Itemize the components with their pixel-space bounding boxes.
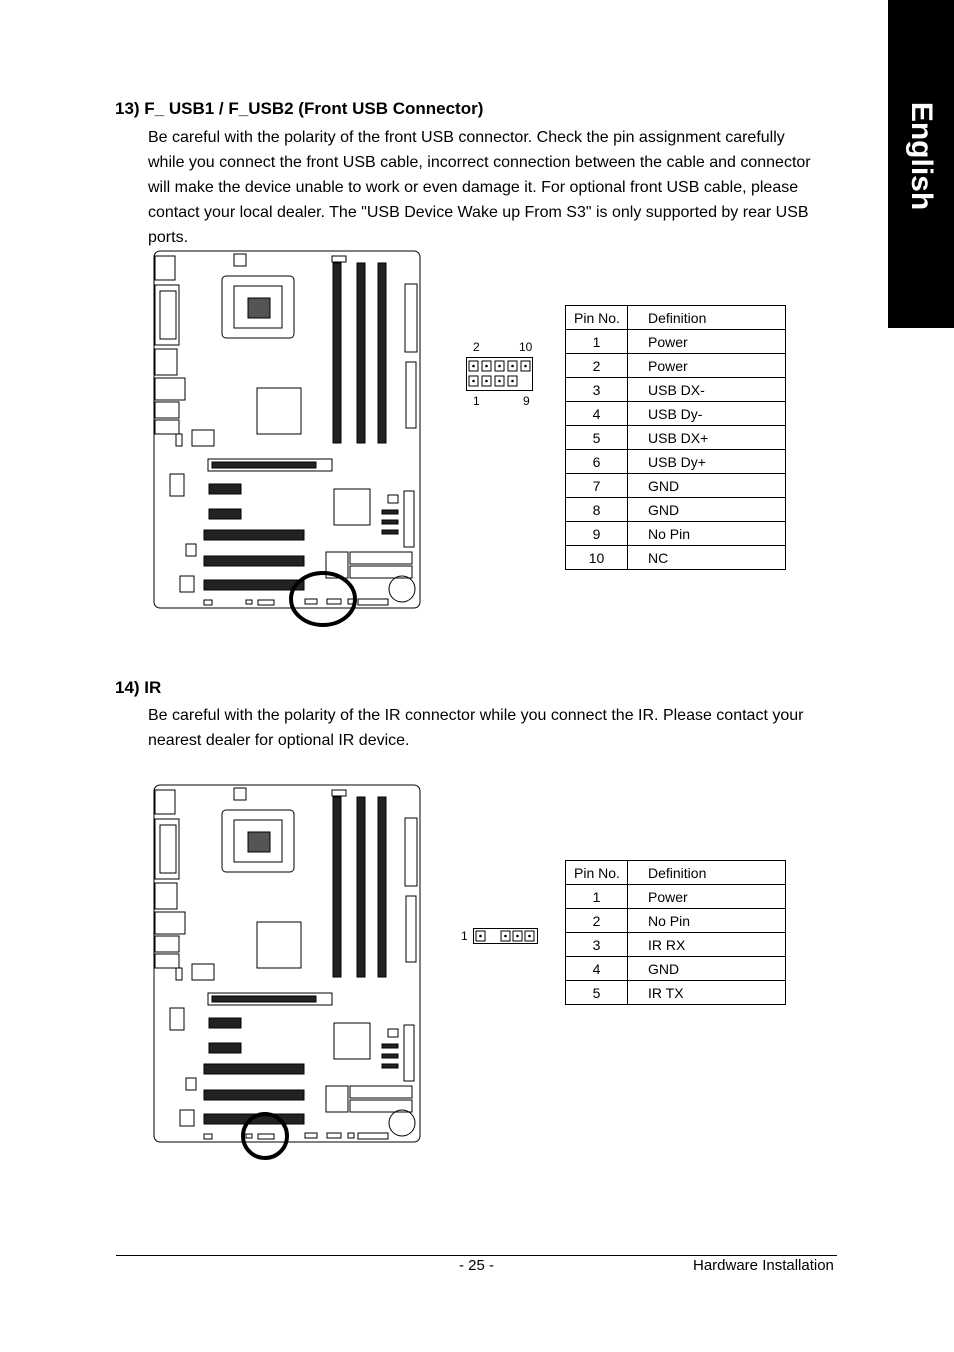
pin-definition-cell: USB Dy- — [628, 402, 786, 426]
pin-definition-cell: GND — [628, 957, 786, 981]
pin-definition-cell: IR RX — [628, 933, 786, 957]
pin-definition-cell: USB DX- — [628, 378, 786, 402]
language-tab-label: English — [905, 101, 938, 211]
pin-definition-cell: GND — [628, 498, 786, 522]
pin-definition-cell: USB DX+ — [628, 426, 786, 450]
pin-number-cell: 5 — [566, 426, 628, 450]
pin-no-header: Pin No. — [566, 306, 628, 330]
table-row — [566, 450, 786, 474]
pin-definition-cell: GND — [628, 474, 786, 498]
pin-label-2: 2 — [473, 340, 480, 354]
pin-number-cell: 2 — [566, 909, 628, 933]
ir-pin-label-1: 1 — [461, 929, 468, 943]
table-row — [566, 498, 786, 522]
table-row — [566, 378, 786, 402]
pin-number-cell: 1 — [566, 330, 628, 354]
motherboard-diagram-ir — [150, 782, 440, 1164]
table-row — [566, 426, 786, 450]
pin-number-cell: 7 — [566, 474, 628, 498]
pin-number-cell: 10 — [566, 546, 628, 570]
footer-section-name: Hardware Installation — [693, 1257, 834, 1274]
pin-number-cell: 2 — [566, 354, 628, 378]
front-usb-pin-header-icon — [466, 357, 536, 393]
ir-pin-table — [565, 860, 786, 1005]
pin-number-cell: 4 — [566, 402, 628, 426]
pin-number-cell: 5 — [566, 981, 628, 1005]
pin-number-cell: 9 — [566, 522, 628, 546]
pin-definition-cell: NC — [628, 546, 786, 570]
pin-definition-cell: USB Dy+ — [628, 450, 786, 474]
pin-label-9: 9 — [523, 394, 530, 408]
motherboard-diagram-front-usb — [150, 248, 440, 630]
section-13-heading: 13) F_ USB1 / F_USB2 (Front USB Connector) — [115, 99, 484, 118]
table-row — [566, 330, 786, 354]
ir-pin-header-icon — [473, 928, 541, 946]
pin-label-10: 10 — [519, 340, 533, 354]
section-13-paragraph: Be careful with the polarity of the front USB connector. Check the pin assignment carefully while you connect the front USB cable, incorrect connection between the cable and connector will make the device unable to work or even damage it. For optional front USB cable, please contact your local dealer. The "USB Device Wake up From S3" is only supported by rear USB ports. — [148, 129, 811, 246]
table-row — [566, 402, 786, 426]
footer-rule — [116, 1255, 837, 1256]
table-row — [566, 909, 786, 933]
pin-number-cell: 1 — [566, 885, 628, 909]
pin-number-cell: 8 — [566, 498, 628, 522]
table-row — [566, 981, 786, 1005]
pin-number-cell: 3 — [566, 933, 628, 957]
pin-number-cell: 6 — [566, 450, 628, 474]
pin-number-cell: 3 — [566, 378, 628, 402]
pin-definition-cell: Power — [628, 354, 786, 378]
table-row — [566, 957, 786, 981]
table-row — [566, 546, 786, 570]
pin-definition-cell: Power — [628, 330, 786, 354]
pin-no-header: Pin No. — [566, 861, 628, 885]
section-14-heading: 14) IR — [115, 678, 162, 697]
pin-definition-cell: IR TX — [628, 981, 786, 1005]
pin-definition-cell: No Pin — [628, 909, 786, 933]
table-row — [566, 522, 786, 546]
pin-definition-cell: No Pin — [628, 522, 786, 546]
front-usb-pin-table — [565, 305, 786, 570]
table-row — [566, 354, 786, 378]
pin-number-cell: 4 — [566, 957, 628, 981]
front-usb-highlight-circle — [291, 573, 355, 625]
definition-header: Definition — [628, 861, 786, 885]
table-row — [566, 933, 786, 957]
table-row — [566, 474, 786, 498]
page-number: - 25 - — [459, 1257, 495, 1274]
table-row — [566, 885, 786, 909]
section-14-paragraph: Be careful with the polarity of the IR connector while you connect the IR. Please contact your nearest dealer for optional IR device. — [148, 707, 804, 749]
pin-label-1: 1 — [473, 394, 480, 408]
definition-header: Definition — [628, 306, 786, 330]
pin-definition-cell: Power — [628, 885, 786, 909]
